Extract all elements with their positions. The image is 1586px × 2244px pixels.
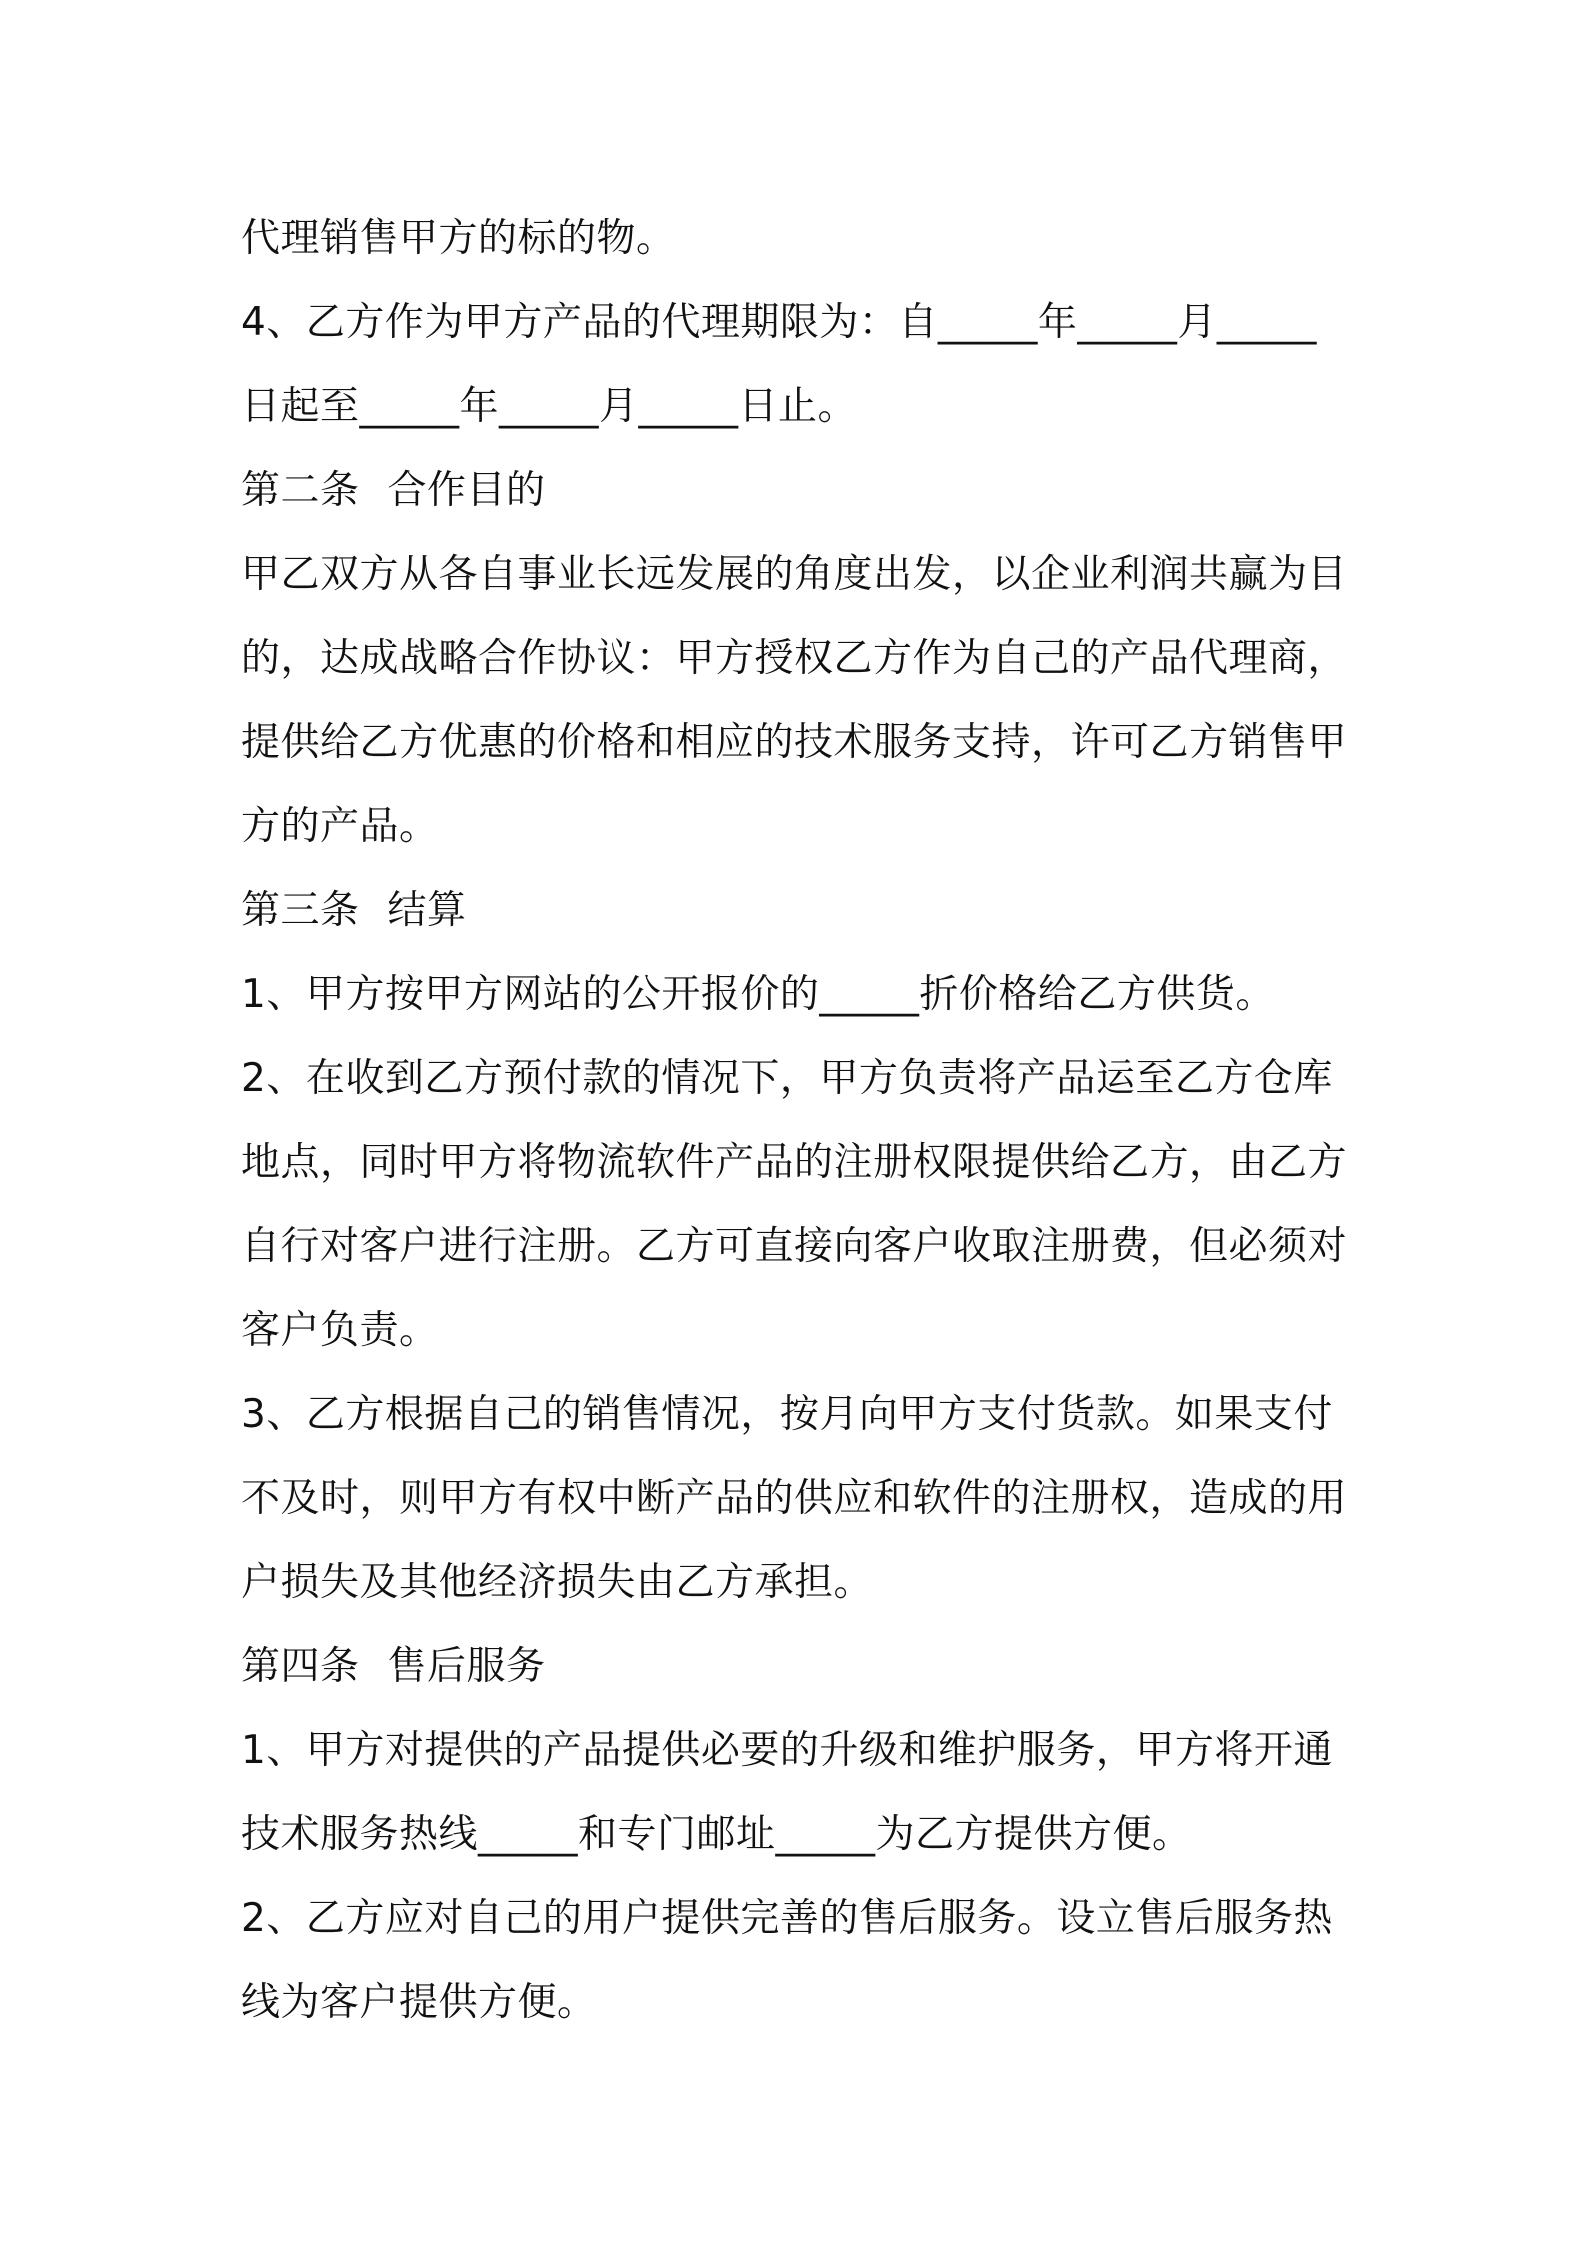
body-line: 2、在收到乙方预付款的情况下，甲方负责将产品运至乙方仓库 (241, 1056, 1333, 1101)
body-line: 4、乙方作为甲方产品的代理期限为：自_____年_____月_____ (241, 300, 1317, 345)
article-heading (241, 449, 1361, 533)
article-number: 第四条 (241, 1644, 360, 1689)
article-heading (241, 869, 1361, 953)
article-number: 第二条 (241, 468, 360, 513)
article-number: 第三条 (241, 888, 360, 933)
body-line: 3、乙方根据自己的销售情况，按月向甲方支付货款。如果支付 (241, 1392, 1333, 1437)
body-line: 日起至_____年_____月_____日止。 (241, 384, 858, 429)
body-line: 代理销售甲方的标的物。 (241, 216, 676, 261)
body-line: 2、乙方应对自己的用户提供完善的售后服务。设立售后服务热 (241, 1896, 1333, 1941)
body-line: 地点，同时甲方将物流软件产品的注册权限提供给乙方，由乙方 (241, 1140, 1348, 1185)
body-line: 不及时，则甲方有权中断产品的供应和软件的注册权，造成的用 (241, 1476, 1348, 1521)
article-title: 结算 (387, 888, 467, 933)
document-page (241, 197, 1361, 2045)
body-line: 客户负责。 (241, 1308, 439, 1353)
article-title: 售后服务 (387, 1644, 546, 1689)
body-line: 线为客户提供方便。 (241, 1980, 597, 2025)
body-line: 的，达成战略合作协议：甲方授权乙方作为自己的产品代理商， (241, 636, 1348, 681)
body-line: 自行对客户进行注册。乙方可直接向客户收取注册费，但必须对 (241, 1224, 1348, 1269)
body-line: 甲乙双方从各自事业长远发展的角度出发，以企业利润共赢为目 (241, 552, 1348, 597)
article-title: 合作目的 (387, 468, 546, 513)
body-line: 1、甲方对提供的产品提供必要的升级和维护服务，甲方将开通 (241, 1728, 1333, 1773)
body-line: 1、甲方按甲方网站的公开报价的_____折价格给乙方供货。 (241, 972, 1275, 1017)
body-line: 技术服务热线_____和专门邮址_____为乙方提供方便。 (241, 1812, 1192, 1857)
body-line: 户损失及其他经济损失由乙方承担。 (241, 1560, 874, 1605)
body-line: 提供给乙方优惠的价格和相应的技术服务支持，许可乙方销售甲 (241, 720, 1348, 765)
article-heading (241, 1625, 1361, 1709)
body-line: 方的产品。 (241, 804, 439, 849)
